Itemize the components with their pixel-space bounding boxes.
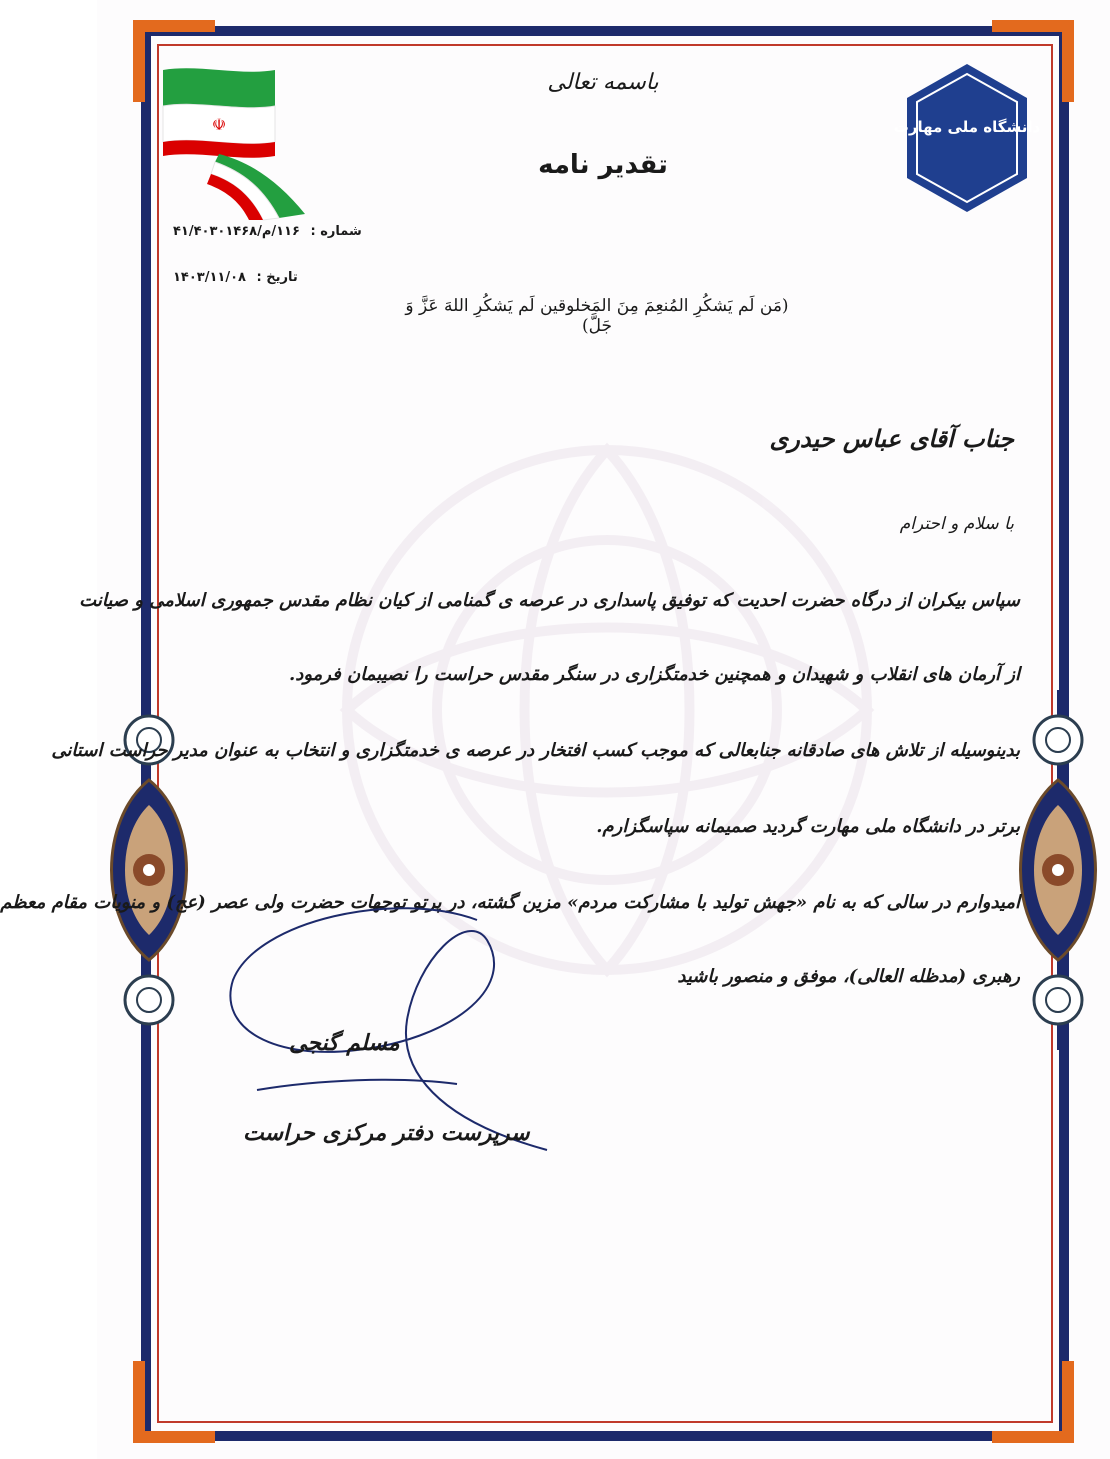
corner-ornament: [133, 1361, 215, 1443]
body-line: سپاس بیکران از درگاه حضرت احدیت که توفیق پاسداری در عرصه ی گمنامی از کیان نظام مقدس جمهوری اسلامی و صیانت: [79, 590, 1020, 611]
logo-text: دانشگاه ملی مهارت: [893, 118, 1041, 136]
body-line: رهبری (مدظله العالی)، موفق و منصور باشید: [677, 966, 1020, 987]
recipient-name: جناب آقای عباس حیدری: [769, 424, 1014, 453]
signer-name: مسلم گنجی: [289, 1030, 400, 1056]
body-line: بدینوسیله از تلاش های صادقانه جنابعالی که موجب کسب افتخار در عرصه ی خدمتگزاری و انتخاب به عنوان مدیر حراست استانی: [51, 740, 1020, 761]
letter-date: [173, 270, 298, 285]
number-value: ۱۱۶/م/۴۱/۴۰۳۰۱۴۶۸: [173, 224, 300, 239]
hadith-verse: (مَن لَم یَشکُرِ المُنعِمَ مِنَ المَخلوقین لَم یَشکُرِ اللهَ عَزَّ وَ جَلَّ): [405, 296, 789, 336]
side-medallion-right: [1008, 690, 1108, 1050]
greeting: با سلام و احترام: [899, 514, 1014, 534]
signer-title: سرپرست دفتر مرکزی حراست: [243, 1120, 530, 1146]
date-label: تاریخ :: [256, 270, 298, 285]
svg-text:☫: ☫: [211, 115, 227, 134]
date-value: ۱۴۰۳/۱۱/۰۸: [173, 270, 246, 285]
letter-number: [173, 224, 362, 239]
body-line: امیدوارم در سالی که به نام «جهش تولید با مشارکت مردم» مزین گشته، در پرتو توجهات حضرت ولی عصر (عج) و منویات مقام معظم: [0, 892, 1020, 913]
corner-ornament: [992, 1361, 1074, 1443]
body-line: از آرمان های انقلاب و شهیدان و همچنین خدمتگزاری در سنگر مقدس حراست را نصیبمان فرمود.: [289, 664, 1020, 685]
university-logo-icon: [893, 62, 1041, 214]
page-title: تقدیر نامه: [538, 150, 668, 180]
header-invocation: باسمه تعالی: [547, 70, 659, 95]
number-label: شماره :: [310, 224, 362, 239]
iran-flag-icon: [159, 62, 309, 222]
body-line: برتر در دانشگاه ملی مهارت گردید صمیمانه سپاسگزارم.: [596, 816, 1020, 837]
